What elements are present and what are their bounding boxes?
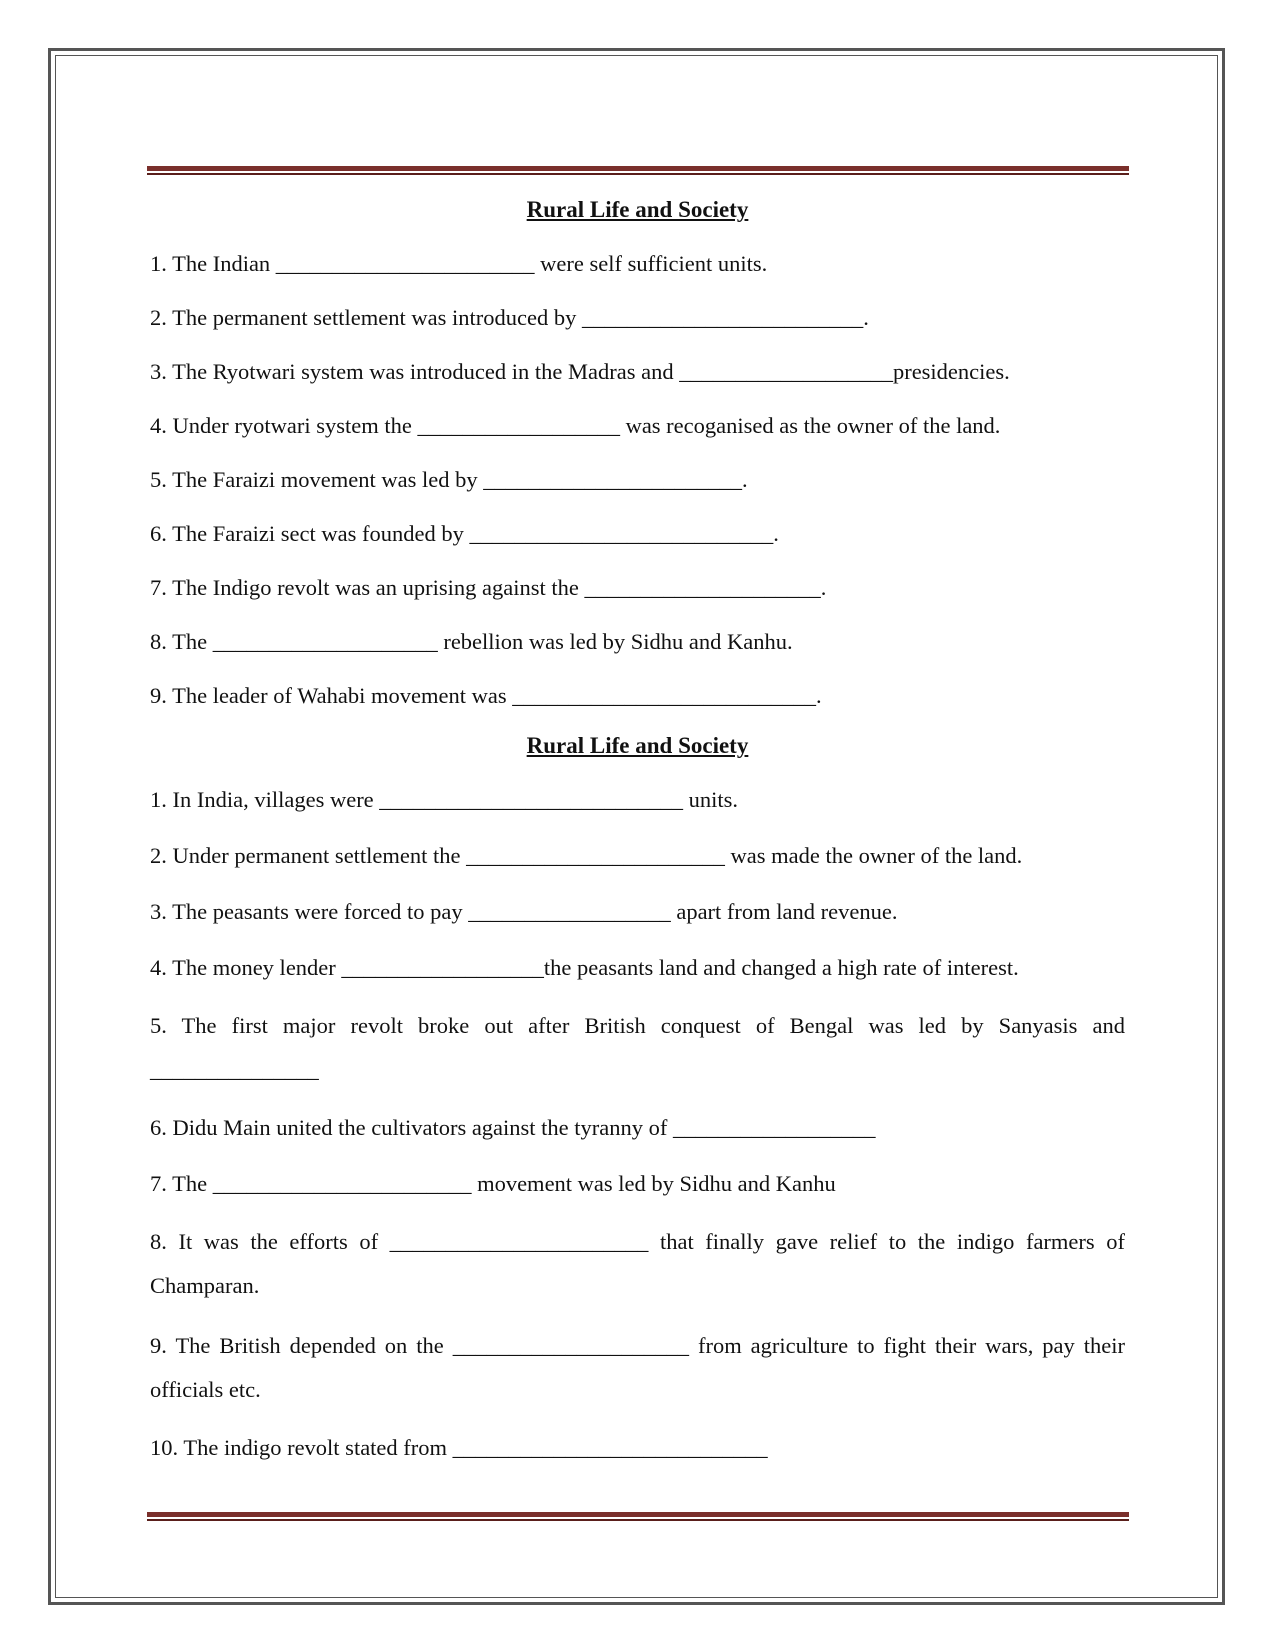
question-item: 2. Under permanent settlement the _______________________ was made the owner of the land. bbox=[150, 843, 1023, 868]
question-item: 4. Under ryotwari system the __________________ was recoganised as the owner of the land. bbox=[150, 413, 1001, 438]
question-item: 5. The Faraizi movement was led by _______________________. bbox=[150, 467, 748, 492]
worksheet-section-2 bbox=[150, 726, 1125, 1468]
question-item: 7. The _______________________ movement was led by Sidhu and Kanhu bbox=[150, 1171, 836, 1196]
question-item: 1. The Indian _______________________ were self sufficient units. bbox=[150, 251, 768, 276]
question-item: 7. The Indigo revolt was an uprising against the _____________________. bbox=[150, 575, 827, 600]
worksheet-section-1 bbox=[150, 190, 1125, 716]
question-item: 6. Didu Main united the cultivators against the tyranny of __________________ bbox=[150, 1115, 876, 1140]
question-item: 2. The permanent settlement was introduced by _________________________. bbox=[150, 305, 869, 330]
question-item: 3. The Ryotwari system was introduced in the Madras and ___________________presidencies. bbox=[150, 359, 1010, 384]
bottom-rule bbox=[147, 1512, 1129, 1521]
section-title: Rural Life and Society bbox=[526, 197, 749, 222]
question-item: 4. The money lender __________________the peasants land and changed a high rate of interest. bbox=[150, 955, 1019, 980]
question-item: 1. In India, villages were ___________________________ units. bbox=[150, 787, 739, 812]
section-title: Rural Life and Society bbox=[526, 733, 749, 758]
question-item: 10. The indigo revolt stated from ____________________________ bbox=[150, 1435, 768, 1460]
question-item: 9. The leader of Wahabi movement was ___________________________. bbox=[150, 683, 822, 708]
worksheet-content bbox=[150, 190, 1125, 1468]
question-item: 8. The ____________________ rebellion was led by Sidhu and Kanhu. bbox=[150, 629, 793, 654]
question-item: 3. The peasants were forced to pay __________________ apart from land revenue. bbox=[150, 899, 898, 924]
question-item: 9. The British depended on the _____________________ from agriculture to fight their wars, pay their officials etc. bbox=[150, 1333, 1125, 1402]
question-item: 6. The Faraizi sect was founded by ___________________________. bbox=[150, 521, 779, 546]
question-item: 8. It was the efforts of _______________________ that finally gave relief to the indigo farmers of Champaran. bbox=[150, 1229, 1125, 1298]
question-item: 5. The first major revolt broke out after British conquest of Bengal was led by Sanyasis and _______________ bbox=[150, 1013, 1125, 1082]
top-rule bbox=[147, 166, 1129, 175]
